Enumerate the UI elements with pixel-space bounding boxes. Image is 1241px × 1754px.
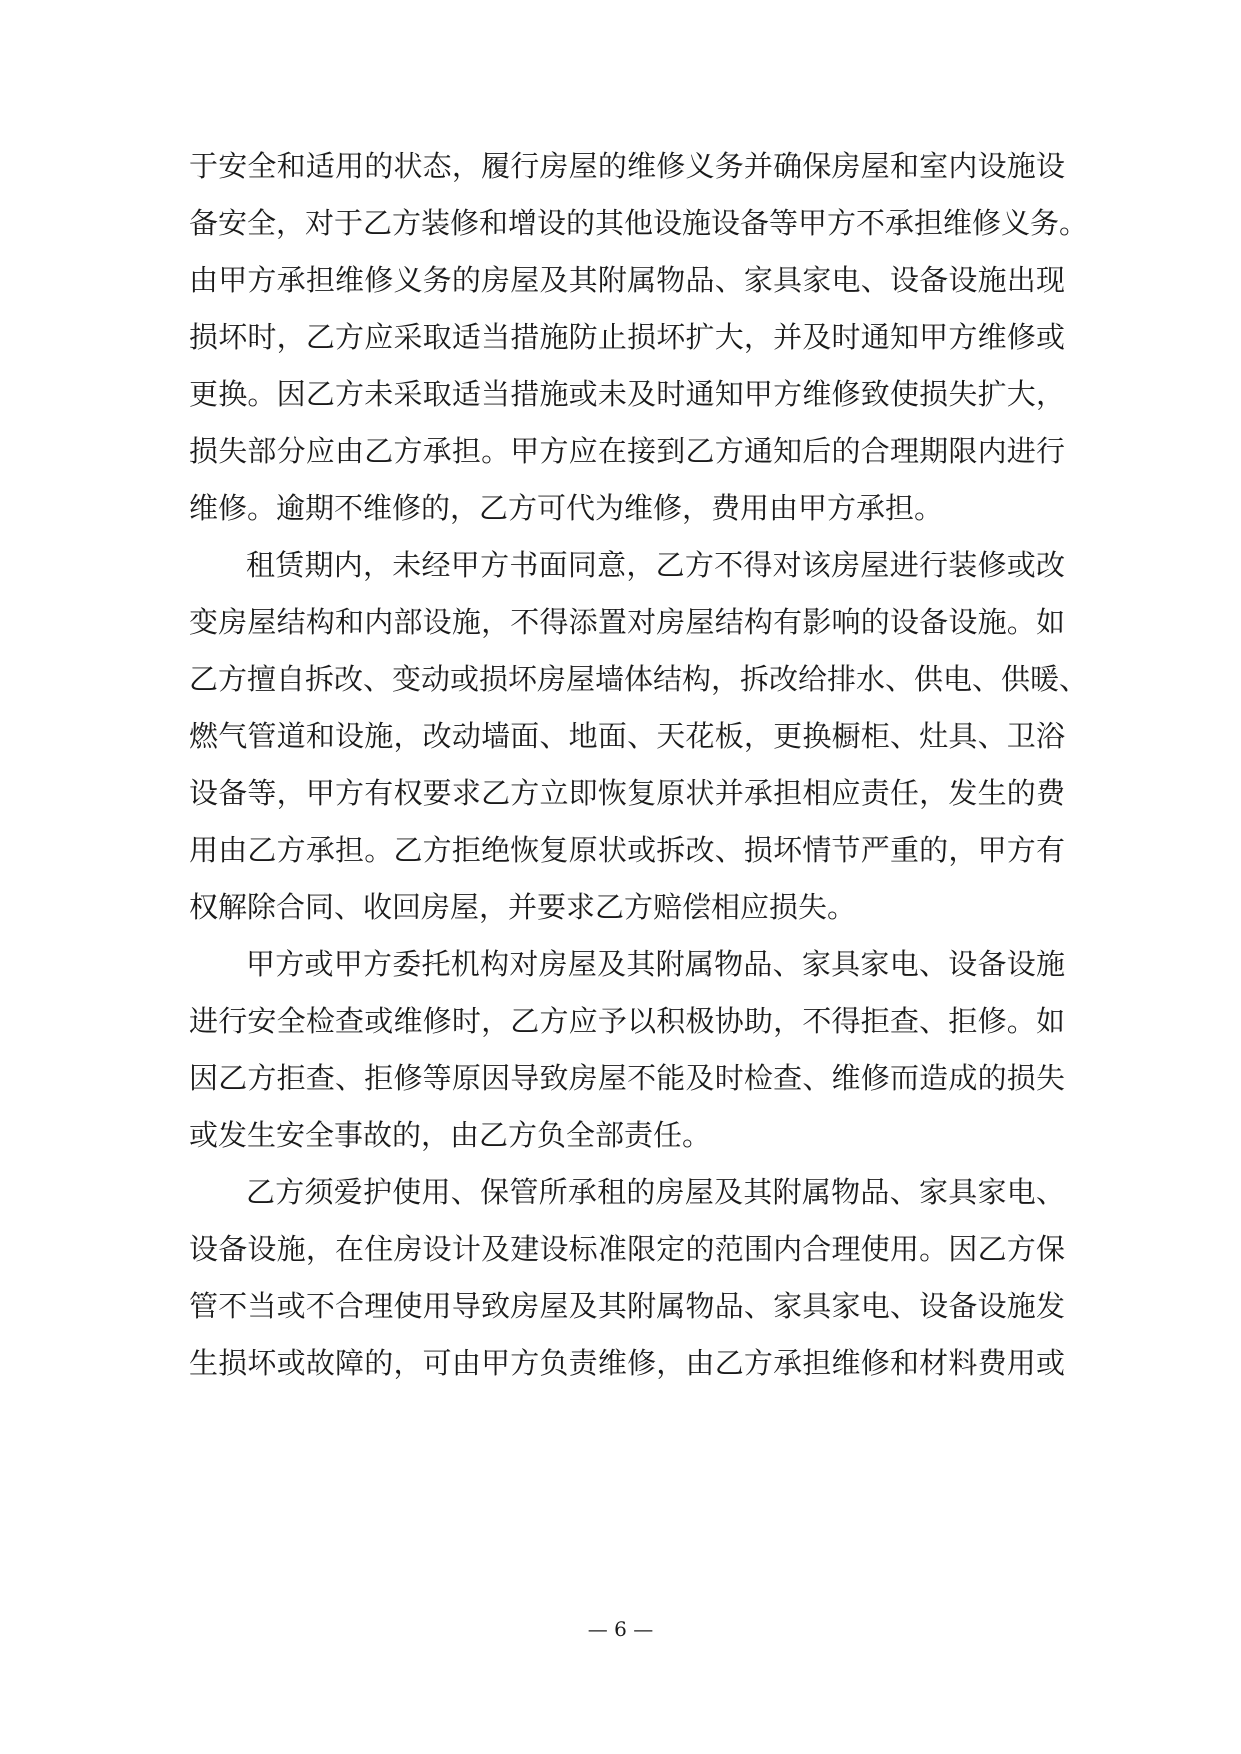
- paragraph-line: 进行安全检查或维修时，乙方应予以积极协助，不得拒查、拒修。如: [189, 1004, 1065, 1038]
- paragraph-line: 管不当或不合理使用导致房屋及其附属物品、家具家电、设备设施发: [189, 1289, 1065, 1323]
- paragraph-line: 于安全和适用的状态，履行房屋的维修义务并确保房屋和室内设施设: [189, 149, 1065, 183]
- paragraph-line: 由甲方承担维修义务的房屋及其附属物品、家具家电、设备设施出现: [189, 263, 1065, 297]
- paragraph-line: 维修。逾期不维修的，乙方可代为维修，费用由甲方承担。: [189, 491, 944, 525]
- paragraph-line: 设备设施，在住房设计及建设标准限定的范围内合理使用。因乙方保: [189, 1232, 1065, 1266]
- paragraph-line: 生损坏或故障的，可由甲方负责维修，由乙方承担维修和材料费用或: [189, 1346, 1065, 1380]
- paragraph-line: 租赁期内，未经甲方书面同意，乙方不得对该房屋进行装修或改: [246, 548, 1065, 582]
- paragraph-line: 设备等，甲方有权要求乙方立即恢复原状并承担相应责任，发生的费: [189, 776, 1065, 810]
- paragraph-line: 乙方擅自拆改、变动或损坏房屋墙体结构，拆改给排水、供电、供暖、: [189, 662, 1089, 696]
- paragraph-line: 损坏时，乙方应采取适当措施防止损坏扩大，并及时通知甲方维修或: [189, 320, 1065, 354]
- paragraph-line: 更换。因乙方未采取适当措施或未及时通知甲方维修致使损失扩大，: [189, 377, 1065, 411]
- paragraph-line: 用由乙方承担。乙方拒绝恢复原状或拆改、损坏情节严重的，甲方有: [189, 833, 1065, 867]
- page-number: — 6 —: [587, 1617, 654, 1641]
- paragraph-line: 备安全，对于乙方装修和增设的其他设施设备等甲方不承担维修义务。: [189, 206, 1089, 240]
- paragraph-line: 权解除合同、收回房屋，并要求乙方赔偿相应损失。: [189, 890, 857, 924]
- paragraph-line: 乙方须爱护使用、保管所承租的房屋及其附属物品、家具家电、: [246, 1175, 1065, 1209]
- paragraph-line: 或发生安全事故的，由乙方负全部责任。: [189, 1118, 712, 1152]
- paragraph-line: 因乙方拒查、拒修等原因导致房屋不能及时检查、维修而造成的损失: [189, 1061, 1065, 1095]
- paragraph-line: 变房屋结构和内部设施，不得添置对房屋结构有影响的设备设施。如: [189, 605, 1065, 639]
- paragraph-line: 甲方或甲方委托机构对房屋及其附属物品、家具家电、设备设施: [246, 947, 1065, 981]
- paragraph-line: 燃气管道和设施，改动墙面、地面、天花板，更换橱柜、灶具、卫浴: [189, 719, 1065, 753]
- paragraph-line: 损失部分应由乙方承担。甲方应在接到乙方通知后的合理期限内进行: [189, 434, 1065, 468]
